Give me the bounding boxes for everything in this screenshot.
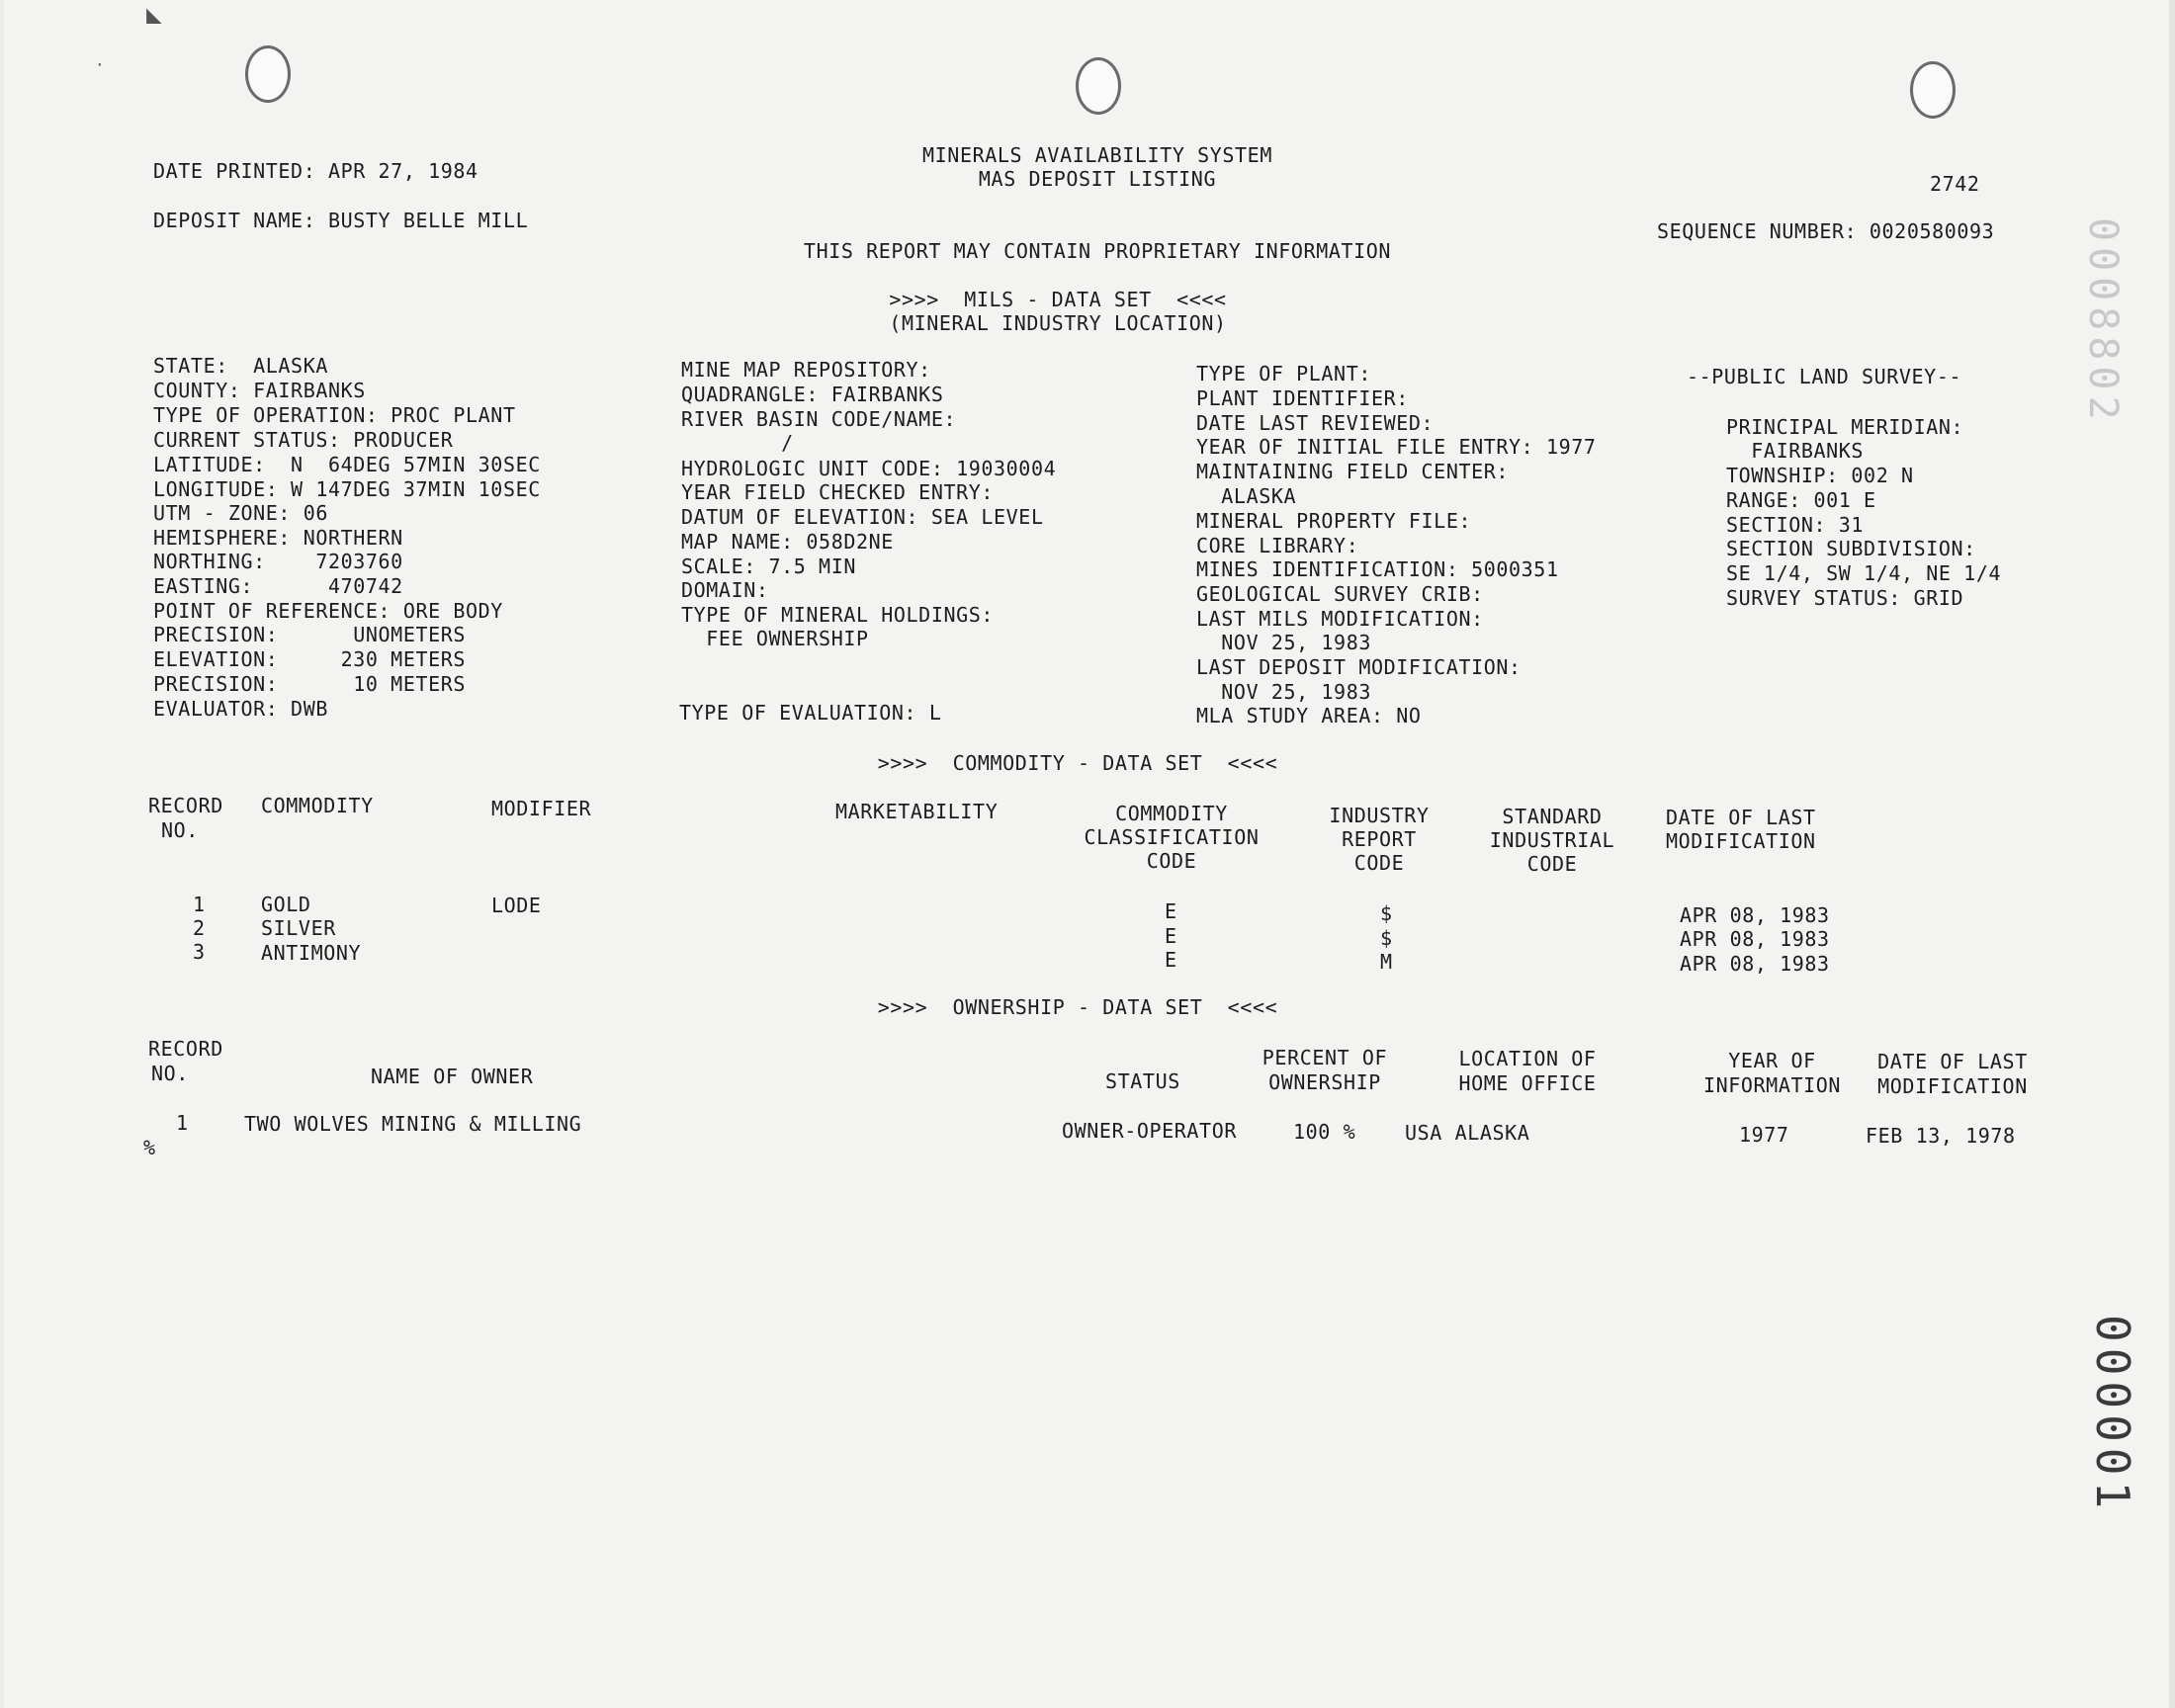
ownership-header-status: STATUS bbox=[1105, 1069, 1180, 1093]
commodity-header-no: NO. bbox=[161, 818, 199, 842]
deposit-name: DEPOSIT NAME: BUSTY BELLE MILL bbox=[153, 209, 529, 232]
continuation-mark: % bbox=[143, 1136, 156, 1159]
ownership-header-year-2: INFORMATION bbox=[1702, 1073, 1842, 1097]
field-scale: SCALE: 7.5 MIN bbox=[681, 555, 856, 578]
page-edge-right bbox=[2169, 0, 2175, 1708]
field-datum-of-elevation: DATUM OF ELEVATION: SEA LEVEL bbox=[681, 505, 1044, 529]
field-section-subdivision: SECTION SUBDIVISION: bbox=[1726, 537, 1976, 560]
commodity-header-classification-1: COMMODITY bbox=[1115, 802, 1228, 825]
commodity-header-marketability: MARKETABILITY bbox=[835, 800, 999, 823]
field-last-mils-modification: LAST MILS MODIFICATION: bbox=[1196, 607, 1484, 631]
field-river-basin-value: / bbox=[681, 431, 794, 455]
field-easting: EASTING: 470742 bbox=[153, 574, 403, 598]
commodity-row-name: GOLD bbox=[261, 893, 311, 916]
field-year-initial-entry: YEAR OF INITIAL FILE ENTRY: 1977 bbox=[1196, 435, 1597, 459]
field-maintaining-center-value: ALASKA bbox=[1196, 484, 1297, 508]
ownership-row-status: OWNER-OPERATOR bbox=[1062, 1119, 1237, 1143]
ownership-header-record: RECORD bbox=[148, 1037, 223, 1061]
commodity-row-industry-code: $ bbox=[1380, 926, 1393, 950]
field-quadrangle: QUADRANGLE: FAIRBANKS bbox=[681, 383, 944, 406]
field-northing: NORTHING: 7203760 bbox=[153, 550, 403, 573]
field-hydrologic-unit-code: HYDROLOGIC UNIT CODE: 19030004 bbox=[681, 457, 1057, 480]
ownership-row-year: 1977 bbox=[1739, 1123, 1789, 1147]
date-printed: DATE PRINTED: APR 27, 1984 bbox=[153, 159, 478, 183]
commodity-row-date: APR 08, 1983 bbox=[1680, 952, 1830, 976]
field-mines-identification: MINES IDENTIFICATION: 5000351 bbox=[1196, 557, 1559, 581]
punch-hole-center bbox=[1076, 57, 1121, 115]
commodity-header-classification-3: CODE bbox=[1146, 849, 1197, 873]
commodity-row-name: SILVER bbox=[261, 916, 336, 940]
field-survey-status: SURVEY STATUS: GRID bbox=[1726, 586, 1964, 610]
commodity-header-industry-2: REPORT bbox=[1342, 827, 1417, 851]
page-edge-left bbox=[0, 0, 4, 1708]
field-domain: DOMAIN: bbox=[681, 578, 769, 602]
field-principal-meridian: PRINCIPAL MERIDIAN: bbox=[1726, 415, 1964, 439]
commodity-header-modifier: MODIFIER bbox=[491, 797, 592, 820]
commodity-row-classification: E bbox=[1165, 899, 1177, 923]
corner-fold-mark: ◣ bbox=[146, 0, 162, 30]
field-precision: PRECISION: UNOMETERS bbox=[153, 623, 467, 646]
page-code: 2742 bbox=[1930, 172, 1980, 196]
ownership-header-location-1: LOCATION OF bbox=[1458, 1047, 1597, 1070]
public-land-survey-title: --PUBLIC LAND SURVEY-- bbox=[1687, 365, 1962, 388]
field-state: STATE: ALASKA bbox=[153, 354, 328, 378]
ownership-header-percent-2: OWNERSHIP bbox=[1268, 1070, 1381, 1094]
listing-title: MAS DEPOSIT LISTING bbox=[978, 167, 1217, 191]
ownership-row-name: TWO WOLVES MINING & MILLING bbox=[244, 1112, 582, 1136]
field-maintaining-center: MAINTAINING FIELD CENTER: bbox=[1196, 460, 1510, 483]
field-mineral-property-file: MINERAL PROPERTY FILE: bbox=[1196, 509, 1472, 533]
field-operation-type: TYPE OF OPERATION: PROC PLANT bbox=[153, 403, 516, 427]
field-hemisphere: HEMISPHERE: NORTHERN bbox=[153, 526, 403, 550]
field-elevation: ELEVATION: 230 METERS bbox=[153, 647, 467, 671]
field-date-last-reviewed: DATE LAST REVIEWED: bbox=[1196, 411, 1435, 435]
ownership-header-year-1: YEAR OF bbox=[1728, 1049, 1816, 1072]
commodity-row-industry-code: $ bbox=[1380, 901, 1393, 925]
field-mine-map-repository: MINE MAP REPOSITORY: bbox=[681, 358, 931, 382]
field-last-deposit-modification: LAST DEPOSIT MODIFICATION: bbox=[1196, 655, 1522, 679]
ownership-header-name: NAME OF OWNER bbox=[371, 1065, 534, 1088]
ownership-row-percent: 100 % bbox=[1293, 1120, 1356, 1144]
field-section-subdivision-value: SE 1/4, SW 1/4, NE 1/4 bbox=[1726, 561, 2002, 585]
field-mla-study-area: MLA STUDY AREA: NO bbox=[1196, 704, 1422, 727]
commodity-row-modifier: LODE bbox=[491, 894, 542, 917]
field-section: SECTION: 31 bbox=[1726, 513, 1865, 537]
field-map-name: MAP NAME: 058D2NE bbox=[681, 530, 894, 554]
commodity-header-date-1: DATE OF LAST bbox=[1666, 806, 1816, 829]
commodity-row-classification: E bbox=[1165, 924, 1177, 948]
field-range: RANGE: 001 E bbox=[1726, 488, 1876, 512]
commodity-header-record: RECORD bbox=[148, 794, 223, 817]
commodity-header-industry-3: CODE bbox=[1353, 851, 1405, 875]
field-evaluator: EVALUATOR: DWB bbox=[153, 697, 328, 721]
stray-mark: · bbox=[95, 55, 105, 74]
commodity-header-classification-2: CLASSIFICATION bbox=[1084, 825, 1260, 849]
field-principal-meridian-value: FAIRBANKS bbox=[1726, 439, 1865, 463]
mils-subheading: (MINERAL INDUSTRY LOCATION) bbox=[889, 311, 1227, 335]
system-title: MINERALS AVAILABILITY SYSTEM bbox=[922, 143, 1272, 167]
field-latitude: LATITUDE: N 64DEG 57MIN 30SEC bbox=[153, 453, 541, 476]
field-core-library: CORE LIBRARY: bbox=[1196, 534, 1359, 557]
ownership-heading: >>>> OWNERSHIP - DATA SET <<<< bbox=[877, 995, 1278, 1019]
ownership-header-location-2: HOME OFFICE bbox=[1458, 1071, 1597, 1095]
field-year-field-checked: YEAR FIELD CHECKED ENTRY: bbox=[681, 480, 995, 504]
commodity-header-commodity: COMMODITY bbox=[261, 794, 374, 817]
field-type-of-evaluation: TYPE OF EVALUATION: L bbox=[679, 701, 942, 725]
ownership-header-date-1: DATE OF LAST bbox=[1877, 1050, 2028, 1073]
commodity-row-date: APR 08, 1983 bbox=[1680, 903, 1830, 927]
field-last-deposit-modification-value: NOV 25, 1983 bbox=[1196, 680, 1371, 704]
field-mineral-holdings-value: FEE OWNERSHIP bbox=[681, 627, 869, 650]
commodity-row-date: APR 08, 1983 bbox=[1680, 927, 1830, 951]
commodity-row-classification: E bbox=[1165, 948, 1177, 972]
ownership-header-date-2: MODIFICATION bbox=[1877, 1074, 2028, 1098]
commodity-row-no: 2 bbox=[193, 916, 206, 940]
field-geological-survey-crib: GEOLOGICAL SURVEY CRIB: bbox=[1196, 582, 1484, 606]
field-current-status: CURRENT STATUS: PRODUCER bbox=[153, 428, 454, 452]
commodity-header-standard-1: STANDARD bbox=[1502, 805, 1603, 828]
ownership-row-date: FEB 13, 1978 bbox=[1866, 1124, 2016, 1148]
field-last-mils-modification-value: NOV 25, 1983 bbox=[1196, 631, 1371, 654]
commodity-row-industry-code: M bbox=[1380, 950, 1393, 974]
field-township: TOWNSHIP: 002 N bbox=[1726, 464, 1914, 487]
field-county: COUNTY: FAIRBANKS bbox=[153, 379, 366, 402]
punch-hole-left bbox=[245, 45, 291, 103]
commodity-header-date-2: MODIFICATION bbox=[1666, 829, 1816, 853]
mils-heading: >>>> MILS - DATA SET <<<< bbox=[889, 288, 1227, 311]
commodity-heading: >>>> COMMODITY - DATA SET <<<< bbox=[877, 751, 1278, 775]
field-point-of-reference: POINT OF REFERENCE: ORE BODY bbox=[153, 599, 503, 623]
field-plant-identifier: PLANT IDENTIFIER: bbox=[1196, 386, 1409, 410]
sequence-number: SEQUENCE NUMBER: 0020580093 bbox=[1657, 219, 1995, 243]
field-type-of-plant: TYPE OF PLANT: bbox=[1196, 362, 1371, 385]
faint-number-stamp: 0008802 bbox=[2080, 217, 2126, 426]
field-elevation-precision: PRECISION: 10 METERS bbox=[153, 672, 467, 696]
field-river-basin: RIVER BASIN CODE/NAME: bbox=[681, 407, 957, 431]
commodity-header-standard-2: INDUSTRIAL bbox=[1489, 828, 1615, 852]
field-mineral-holdings: TYPE OF MINERAL HOLDINGS: bbox=[681, 603, 995, 627]
commodity-row-no: 3 bbox=[193, 940, 206, 964]
ownership-header-percent-1: PERCENT OF bbox=[1262, 1046, 1388, 1069]
commodity-row-no: 1 bbox=[193, 893, 206, 916]
commodity-row-name: ANTIMONY bbox=[261, 941, 362, 965]
page-number-stamp: 000001 bbox=[2086, 1315, 2139, 1515]
field-longitude: LONGITUDE: W 147DEG 37MIN 10SEC bbox=[153, 477, 541, 501]
proprietary-notice: THIS REPORT MAY CONTAIN PROPRIETARY INFORMATION bbox=[803, 239, 1392, 263]
commodity-header-standard-3: CODE bbox=[1526, 852, 1578, 876]
ownership-row-no: 1 bbox=[176, 1111, 189, 1135]
punch-hole-right bbox=[1910, 61, 1956, 119]
field-utm-zone: UTM - ZONE: 06 bbox=[153, 501, 328, 525]
ownership-row-location: USA ALASKA bbox=[1405, 1121, 1530, 1145]
commodity-header-industry-1: INDUSTRY bbox=[1329, 804, 1430, 827]
ownership-header-no: NO. bbox=[151, 1062, 189, 1085]
